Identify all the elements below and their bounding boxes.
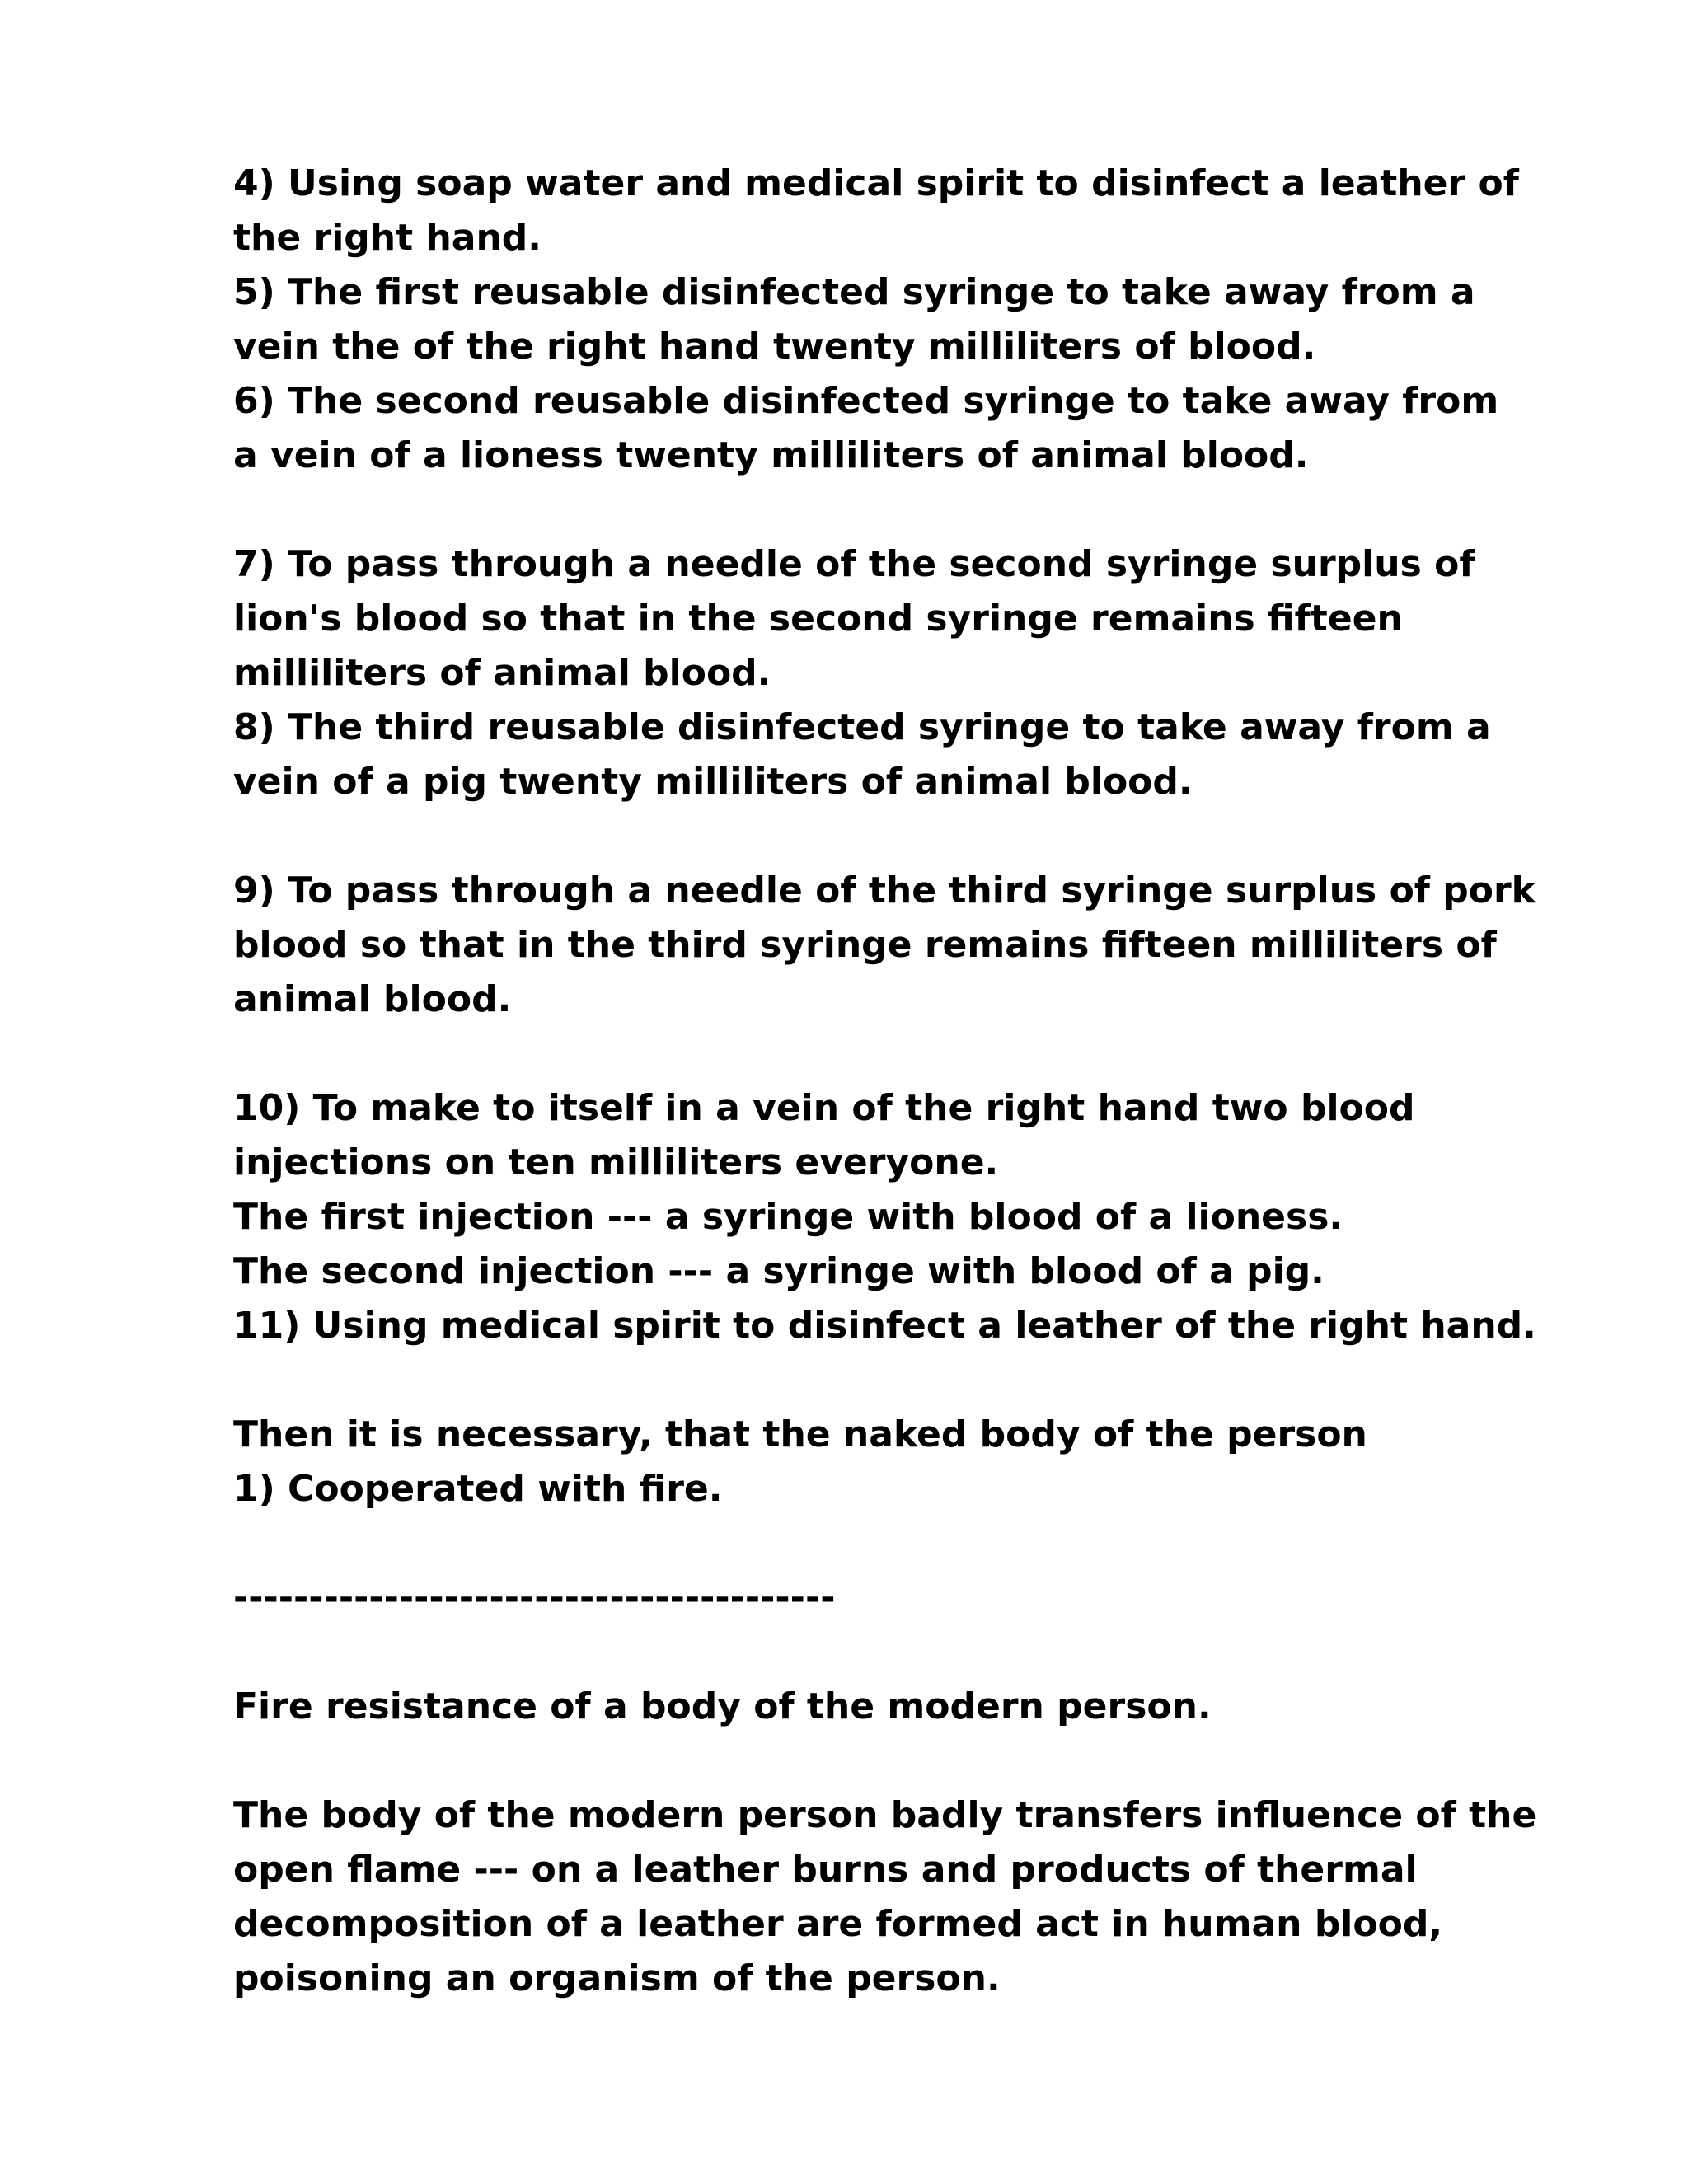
text-line: milliliters of animal blood. [233,652,771,694]
section-heading [233,1680,1634,1734]
text-line: a vein of a lioness twenty milliliters of animal blood. [233,434,1309,476]
text-line: The first injection --- a syringe with blood of a lioness. [233,1196,1343,1238]
text-line: 7) To pass through a needle of the second syringe surplus of [233,543,1475,585]
text-line: 11) Using medical spirit to disinfect a leather of the right hand. [233,1305,1536,1347]
text-line: lion's blood so that in the second syringe remains fifteen [233,598,1403,640]
text-line: The second injection --- a syringe with blood of a pig. [233,1250,1325,1292]
text-line: 1) Cooperated with fire. [233,1468,723,1510]
section-divider [233,1571,1634,1625]
paragraph-step-9 [233,864,1634,1027]
paragraph-steps-7-8 [233,537,1634,809]
text-line: vein the of the right hand twenty milliliters of blood. [233,326,1316,368]
paragraph-steps-4-6 [233,157,1634,483]
text-line: Then it is necessary, that the naked body of the person [233,1413,1367,1455]
text-line: animal blood. [233,978,512,1020]
text-line: 10) To make to itself in a vein of the right hand two blood [233,1087,1415,1129]
text-line: 6) The second reusable disinfected syringe to take away from [233,380,1499,422]
text-line: 9) To pass through a needle of the third syringe surplus of pork [233,869,1536,912]
text-line: vein of a pig twenty milliliters of animal blood. [233,761,1193,803]
heading-line: Fire resistance of a body of the modern person. [233,1685,1212,1727]
paragraph-gap [233,1027,1634,1081]
text-line: open flame --- on a leather burns and products of thermal [233,1849,1418,1891]
text-line: 4) Using soap water and medical spirit to disinfect a leather of [233,162,1519,204]
text-line: poisoning an organism of the person. [233,1957,1001,1999]
text-line: the right hand. [233,217,542,259]
paragraph-gap [233,1734,1634,1788]
text-line: 5) The first reusable disinfected syringe to take away from a [233,271,1475,313]
paragraph-fire-requirement [233,1408,1634,1516]
paragraph-fire-resistance [233,1788,1634,2006]
text-line: decomposition of a leather are formed act in human blood, [233,1903,1443,1945]
paragraph-gap [233,483,1634,537]
document-page [233,157,1634,2006]
paragraph-gap [233,1516,1634,1571]
paragraph-gap [233,1353,1634,1408]
text-line: The body of the modern person badly transfers influence of the [233,1794,1537,1836]
text-line: 8) The third reusable disinfected syringe to take away from a [233,706,1491,748]
paragraph-gap [233,809,1634,864]
paragraph-steps-10-11 [233,1081,1634,1353]
text-line: injections on ten milliliters everyone. [233,1141,999,1183]
divider-line: ---------------------------------------- [233,1577,836,1619]
paragraph-gap [233,1625,1634,1680]
text-line: blood so that in the third syringe remains fifteen milliliters of [233,924,1497,966]
